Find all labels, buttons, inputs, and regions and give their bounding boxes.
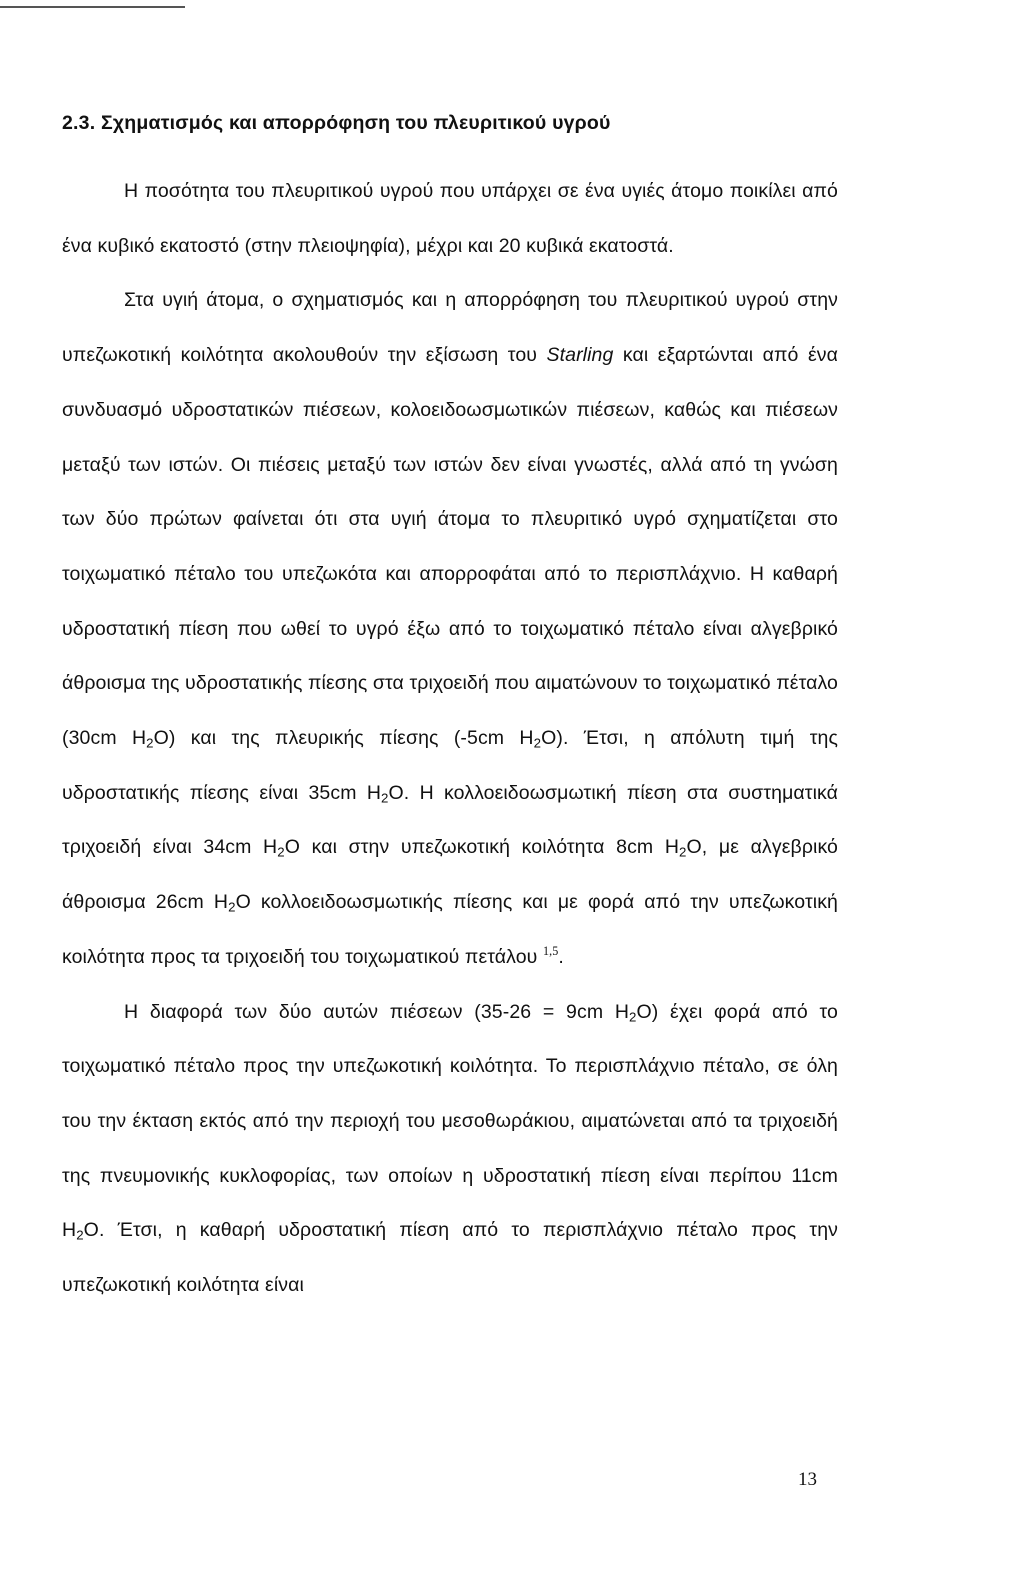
paragraph-3: Η διαφορά των δύο αυτών πιέσεων (35-26 = 9cm $H_2O$) έχει φορά από το τοιχωματικό πέταλο προς την υπεζωκοτική κοιλότητα. Το περισπλάχνιο πέταλο, σε όλη του την έκταση εκτός από την περιοχή του μεσοθωράκιου, αιματώνεται από τα τριχοειδή της πνευμονικής κυκλοφορίας, των οποίων η υδροστατική πίεση είναι περίπου 11cm $H_2O$. Έτσι, η καθαρή υδροστατική πίεση από το περισπλάχνιο πέταλο προς την υπεζωκοτική κοιλότητα είναι [62,1000,838,1297]
page-number: 13 [798,1469,817,1490]
paragraph-1: Η ποσότητα του πλευριτικού υγρού που υπάρχει σε ένα υγιές άτομο ποικίλει από ένα κυβικό εκατοστό (στην πλειοψηφία), μέχρι και 20 κυβικά εκατοστά. [62,180,838,257]
body-text [62,164,838,1313]
paragraph-2: Στα υγιή άτομα, ο σχηματισμός και η απορρόφηση του πλευριτικού υγρού στην υπεζωκοτική κοιλότητα ακολουθούν την εξίσωση του Starling και εξαρτώνται από ένα συνδυασμό υδροστατικών πιέσεων, κολοειδοωσμωτικών πιέσεων, καθώς και πιέσεων μεταξύ των ιστών. Οι πιέσεις μεταξύ των ιστών δεν είναι γνωστές, αλλά από τη γνώση των δύο πρώτων φαίνεται ότι στα υγιή άτομα το πλευριτικό υγρό σχηματίζεται στο τοιχωματικό πέταλο του υπεζωκότα και απορροφάται από το περισπλάχνιο. Η καθαρή υδροστατική πίεση που ωθεί το υγρό έξω από το τοιχωματικό πέταλο είναι αλγεβρικό άθροισμα της υδροστατικής πίεσης στα τριχοειδή που αιματώνουν το τοιχωματικό πέταλο (30cm $H_2O$) και της πλευρικής πίεσης (-5cm $H_2O$). Έτσι, η απόλυτη τιμή της υδροστατικής πίεσης είναι 35cm $H_2O$. Η κολλοειδοωσμωτική πίεση στα συστηματικά τριχοειδή είναι 34cm $H_2O$ και στην υπεζωκοτική κοιλότητα 8cm $H_2O$, με αλγεβρικό άθροισμα 26cm $H_2O$ κολλοειδοωσμωτικής πίεσης και με φορά από την υπεζωκοτική κοιλότητα προς τα τριχοειδή του τοιχωματικού πετάλου $^{1,5}$. [62,289,838,968]
section-heading: 2.3. Σχηματισμός και απορρόφηση του πλευριτικού υγρού [62,112,611,134]
starling-term: Starling [546,344,614,367]
citation: 1,5 [542,944,559,958]
header-rule [0,6,185,8]
